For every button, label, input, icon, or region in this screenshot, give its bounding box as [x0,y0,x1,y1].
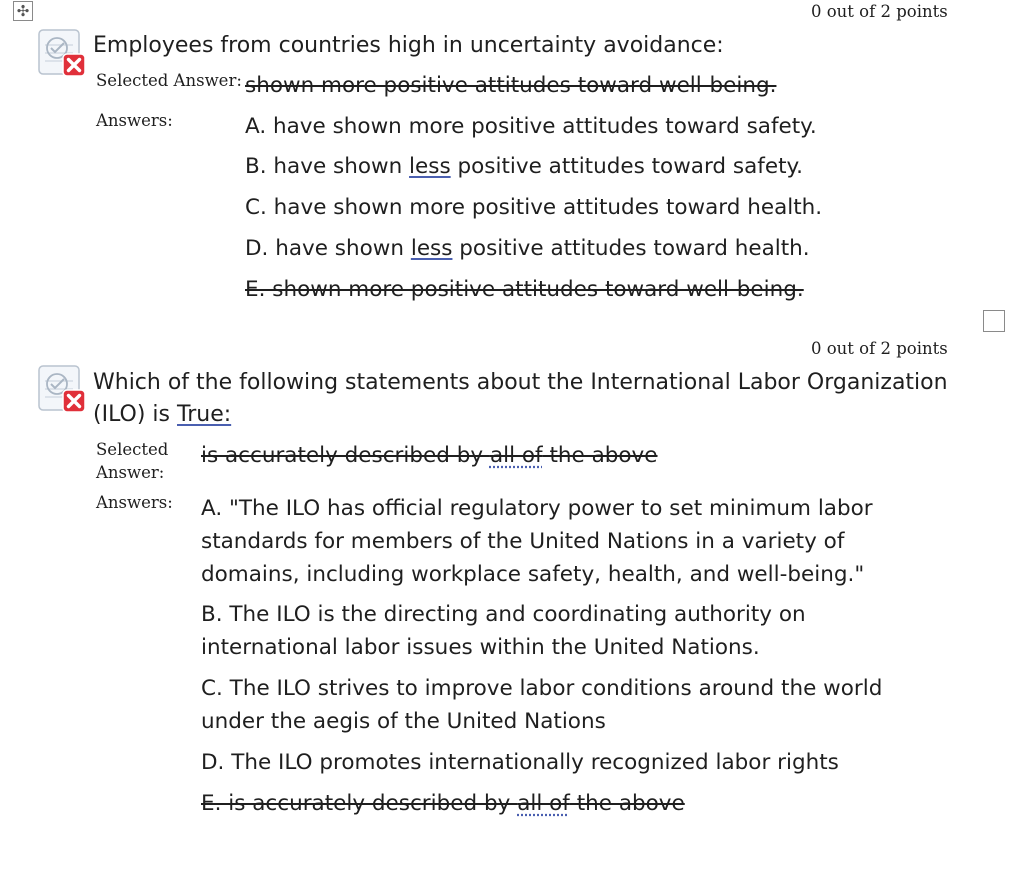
question-2-prompt-line-1: Which of the following statements about the International Labor Organization [93,370,948,395]
grammar-mark: all of [517,791,570,816]
spelling-mark: less [410,236,453,261]
question-1-selected-label: Selected Answer: [96,71,242,90]
table-move-handle-icon[interactable]: ✣ [13,1,33,21]
question-2-answer-e: E. is accurately described by all of the above [201,791,685,816]
question-1-answer-b: B. have shown less positive attitudes toward safety. [245,154,804,179]
question-2-answers-label: Answers: [96,493,173,512]
question-1-answer-a: A. have shown more positive attitudes toward safety. [245,114,817,139]
question-2-answer-a: A. "The ILO has official regulatory power to set minimum labor standards for members of the United Nations in a variety of domains, including workplace safety, health, and well-being." [201,496,873,587]
question-1-selected-answer: shown more positive attitudes toward well-being. [245,73,777,98]
question-1-points: 0 out of 2 points [811,2,948,21]
question-2-answer-b: B. The ILO is the directing and coordinating authority on international labor issues within the United Nations. [201,602,806,660]
incorrect-icon [36,363,88,415]
incorrect-icon [36,27,88,79]
question-2-selected-answer: is accurately described by all of the above [201,443,658,468]
question-2-answer-d: D. The ILO promotes internationally recognized labor rights [201,750,839,775]
question-2-points: 0 out of 2 points [811,339,948,358]
spelling-mark: less [409,154,451,179]
question-1-answer-e: E. shown more positive attitudes toward well-being. [245,277,804,302]
spelling-mark: True: [177,402,232,427]
grammar-mark: all of [489,443,543,468]
question-1-prompt: Employees from countries high in uncertainty avoidance: [93,33,724,58]
question-2-selected-label-line-2: Answer: [96,463,165,482]
question-1-answers-label: Answers: [96,111,173,130]
question-2-selected-label-line-1: Selected [96,440,169,459]
question-1-answer-c: C. have shown more positive attitudes toward health. [245,195,823,220]
question-2-answer-c: C. The ILO strives to improve labor conditions around the world under the aegis of the United Nations [201,676,883,734]
question-1-answer-d: D. have shown less positive attitudes toward health. [245,236,810,261]
question-2-prompt-line-2: (ILO) is True: [93,402,232,427]
side-checkbox[interactable] [983,310,1005,332]
